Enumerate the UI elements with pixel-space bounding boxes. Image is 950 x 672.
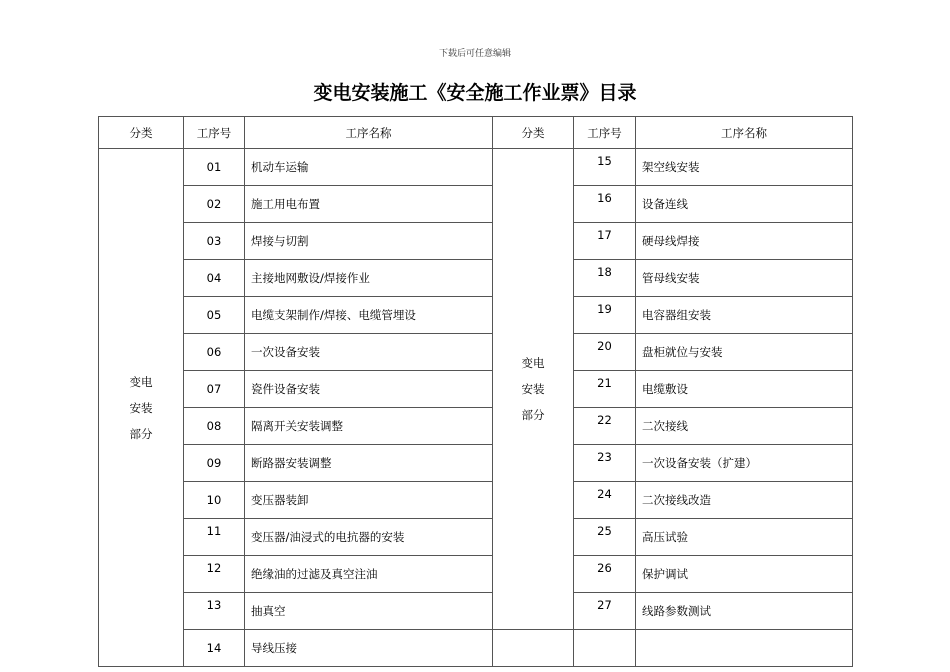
number-header-right: 工序号 xyxy=(574,117,636,149)
procedure-number: 27 xyxy=(574,593,636,630)
procedure-name: 电缆支架制作/焊接、电缆管埋设 xyxy=(245,297,493,334)
procedure-name: 二次接线改造 xyxy=(636,482,853,519)
procedure-number: 13 xyxy=(184,593,245,630)
procedure-number: 14 xyxy=(184,630,245,667)
procedure-name: 盘柜就位与安装 xyxy=(636,334,853,371)
number-header-left: 工序号 xyxy=(184,117,245,149)
table-row xyxy=(99,630,853,667)
category-label-line: 部分 xyxy=(129,426,153,441)
table-row xyxy=(99,186,853,223)
procedure-number: 24 xyxy=(574,482,636,519)
procedure-name: 隔离开关安装调整 xyxy=(245,408,493,445)
table-row xyxy=(99,408,853,445)
procedure-number: 21 xyxy=(574,371,636,408)
procedure-number: 15 xyxy=(574,149,636,186)
procedure-number: 07 xyxy=(184,371,245,408)
procedure-number: 26 xyxy=(574,556,636,593)
procedure-name: 线路参数测试 xyxy=(636,593,853,630)
procedure-number: 06 xyxy=(184,334,245,371)
category-header-right: 分类 xyxy=(493,117,574,149)
procedure-name: 高压试验 xyxy=(636,519,853,556)
category-cell-left xyxy=(99,149,184,667)
procedure-number: 09 xyxy=(184,445,245,482)
procedure-name: 一次设备安装（扩建） xyxy=(636,445,853,482)
table-header-row xyxy=(99,117,853,149)
procedure-name: 断路器安装调整 xyxy=(245,445,493,482)
category-label-line: 变电 xyxy=(521,356,545,370)
procedure-number: 10 xyxy=(184,482,245,519)
table-row xyxy=(99,371,853,408)
category-label-line: 部分 xyxy=(521,408,545,422)
procedure-number: 01 xyxy=(184,149,245,186)
category-label-line: 变电 xyxy=(129,374,153,389)
table-row xyxy=(99,519,853,556)
table-row xyxy=(99,260,853,297)
document-title: 变电安装施工《安全施工作业票》目录 xyxy=(313,82,637,104)
procedure-name: 导线压接 xyxy=(245,630,493,667)
procedure-name: 主接地网敷设/焊接作业 xyxy=(245,260,493,297)
procedure-number: 08 xyxy=(184,408,245,445)
procedure-number: 22 xyxy=(574,408,636,445)
procedure-table xyxy=(98,116,853,667)
procedure-number: 11 xyxy=(184,519,245,556)
procedure-number: 04 xyxy=(184,260,245,297)
table-row xyxy=(99,445,853,482)
procedure-number: 02 xyxy=(184,186,245,223)
procedure-name: 变压器装卸 xyxy=(245,482,493,519)
procedure-name: 电容器组安装 xyxy=(636,297,853,334)
procedure-number: 12 xyxy=(184,556,245,593)
table-row xyxy=(99,334,853,371)
procedure-name: 瓷件设备安装 xyxy=(245,371,493,408)
name-header-right: 工序名称 xyxy=(636,117,853,149)
procedure-number: 23 xyxy=(574,445,636,482)
procedure-name: 绝缘油的过滤及真空注油 xyxy=(245,556,493,593)
table-row xyxy=(99,223,853,260)
procedure-name: 机动车运输 xyxy=(245,149,493,186)
procedure-name: 抽真空 xyxy=(245,593,493,630)
procedure-name: 管母线安装 xyxy=(636,260,853,297)
procedure-name: 施工用电布置 xyxy=(245,186,493,223)
procedure-name: 变压器/油浸式的电抗器的安装 xyxy=(245,519,493,556)
procedure-number: 05 xyxy=(184,297,245,334)
procedure-name: 架空线安装 xyxy=(636,149,853,186)
category-label-line: 安装 xyxy=(129,400,153,415)
procedure-name: 焊接与切割 xyxy=(245,223,493,260)
procedure-name: 电缆敷设 xyxy=(636,371,853,408)
procedure-number: 25 xyxy=(574,519,636,556)
procedure-number: 16 xyxy=(574,186,636,223)
procedure-name: 硬母线焊接 xyxy=(636,223,853,260)
category-header-left: 分类 xyxy=(99,117,184,149)
procedure-name xyxy=(636,630,853,667)
procedure-number: 18 xyxy=(574,260,636,297)
procedure-name: 二次接线 xyxy=(636,408,853,445)
procedure-number: 20 xyxy=(574,334,636,371)
table-row xyxy=(99,482,853,519)
table-row xyxy=(99,297,853,334)
procedure-number: 19 xyxy=(574,297,636,334)
procedure-name: 保护调试 xyxy=(636,556,853,593)
procedure-name: 一次设备安装 xyxy=(245,334,493,371)
category-label-line: 安装 xyxy=(521,382,545,396)
procedure-name: 设备连线 xyxy=(636,186,853,223)
table-row xyxy=(99,593,853,630)
category-cell-right-empty xyxy=(493,630,574,667)
procedure-number: 17 xyxy=(574,223,636,260)
header-note: 下载后可任意编辑 xyxy=(438,49,511,59)
procedure-number xyxy=(574,630,636,667)
name-header-left: 工序名称 xyxy=(245,117,493,149)
table-row xyxy=(99,149,853,186)
procedure-number: 03 xyxy=(184,223,245,260)
table-row xyxy=(99,556,853,593)
category-cell-right xyxy=(493,149,574,630)
